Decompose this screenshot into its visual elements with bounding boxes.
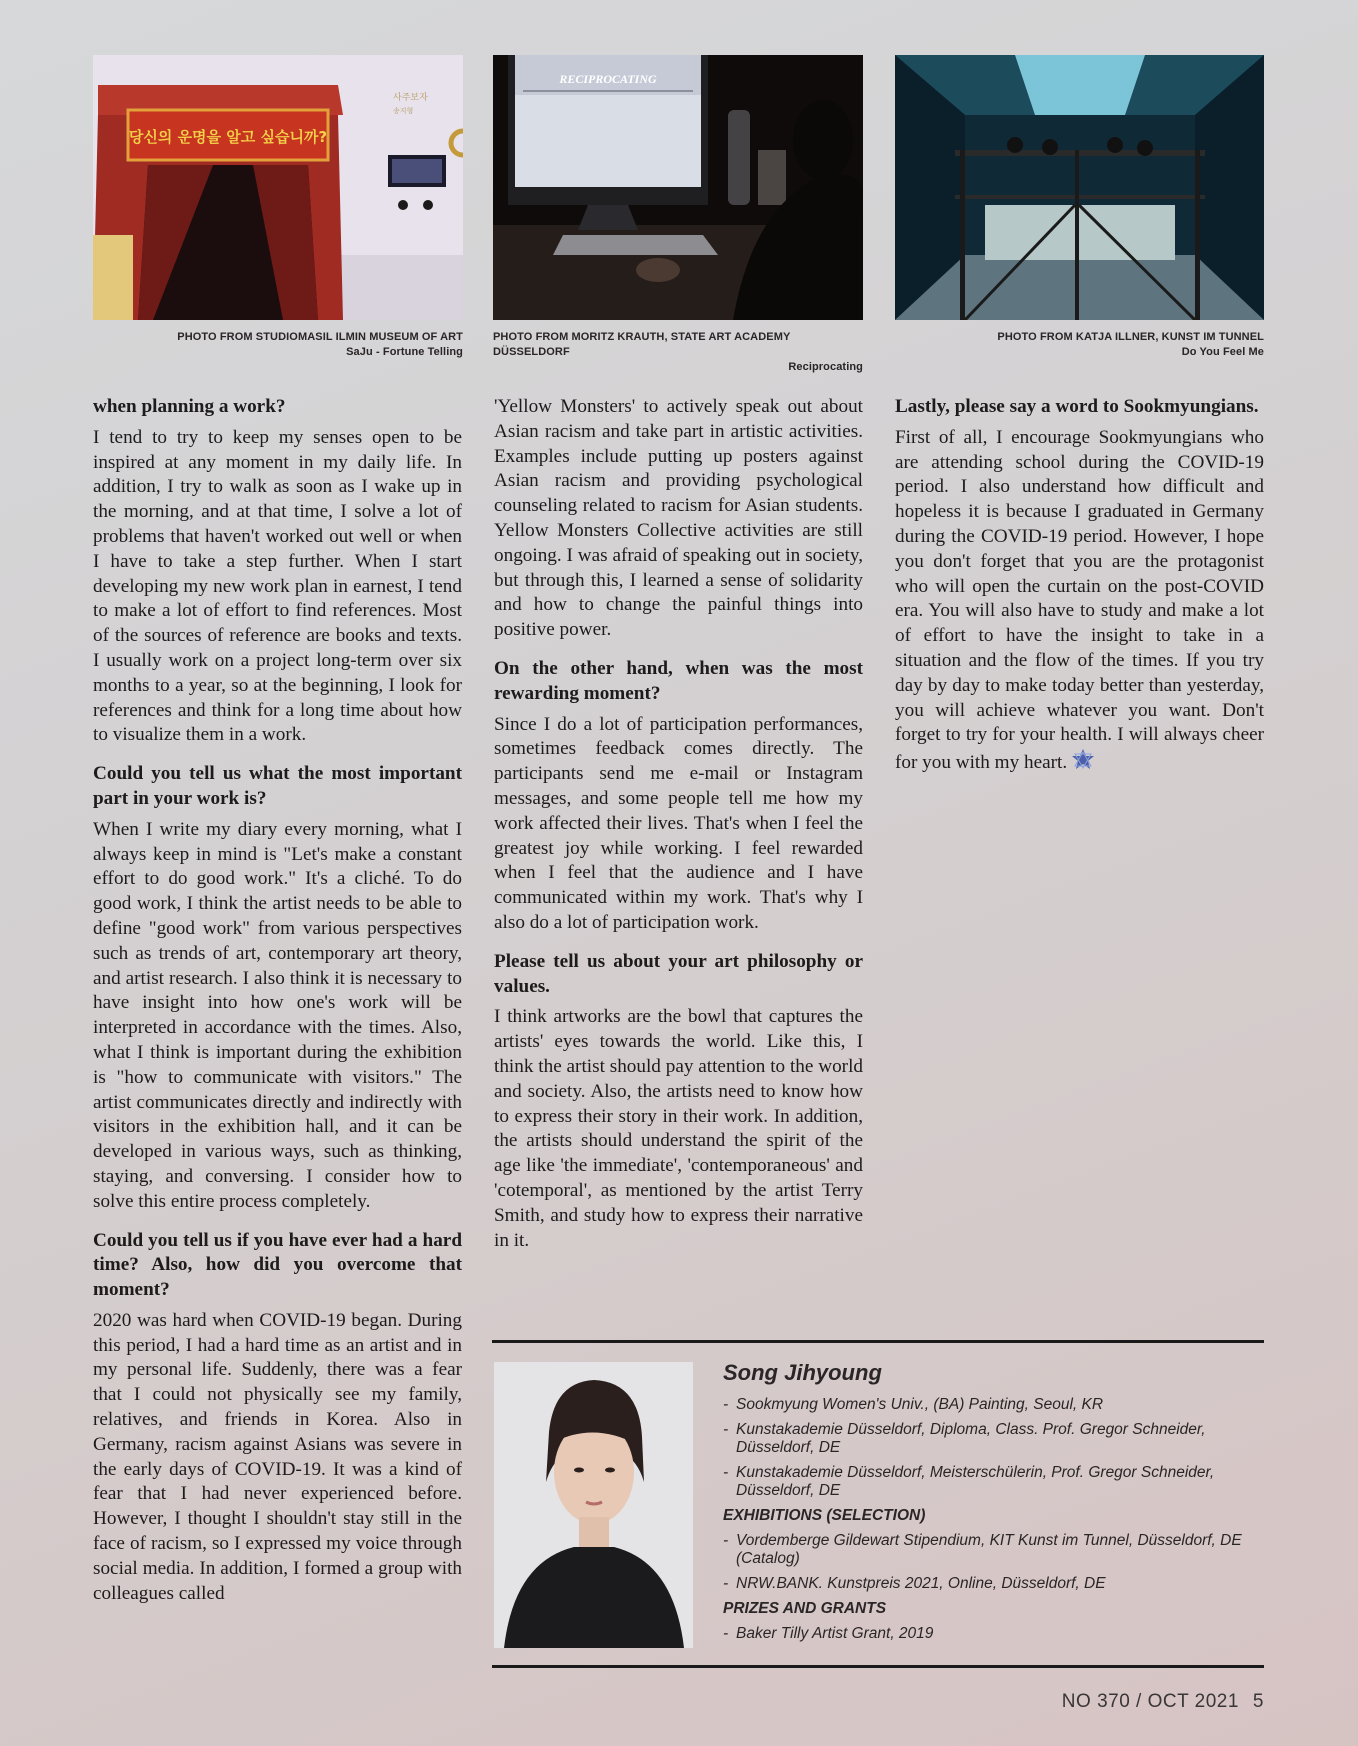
answer-paragraph: 'Yellow Monsters' to actively speak out about Asian racism and take part in artistic activities. Examples include putting up posters against Asian racism and providing psychological counseling related to racism for Asian students. Yellow Monsters Collective activities are still ongoing. I was afraid of speaking out in society, but through this, I learned a sense of solidarity and how to change the painful things into positive power. xyxy=(494,396,863,641)
caption-credit: PHOTO FROM MORITZ KRAUTH, STATE ART ACADEMY DÜSSELDORF xyxy=(493,331,791,358)
wall-title: 사주보자 xyxy=(393,93,428,103)
photo-fortune-telling xyxy=(93,55,463,320)
prizes-list xyxy=(723,1625,1253,1643)
bio-bottom-rule xyxy=(492,1665,1264,1668)
article-column-2 xyxy=(494,395,863,1267)
list-item: - Vordemberge Gildewart Stipendium, KIT Kunst im Tunnel, Düsseldorf, DE (Catalog) xyxy=(723,1532,1253,1568)
answer-paragraph: I think artworks are the bowl that captures the artists' eyes towards the world. Like this, I think the artist should pay attention to the world and society. Also, the artists need to know how to express their story in their work. In addition, the artists should understand the spirit of the age like 'the immediate', 'contemporaneous' and 'cotemporal', as mentioned by the artist Terry Smith, and study how to express their narrative in it. xyxy=(494,1006,863,1251)
answer-paragraph: 2020 was hard when COVID-19 began. During this period, I had a hard time as an artist and in my personal life. Suddenly, there was a fear that I could not physically see my family, relatives, and friends in Korea. Also in Germany, racism against Asians was severe in the early days of COVID-19. It was a kind of fear that I had never experienced before. However, I thought I shouldn't stay still in the face of racism, so I expressed my voice through social media. In addition, I formed a group with colleagues called xyxy=(93,1309,462,1604)
artist-bio xyxy=(723,1360,1253,1650)
artist-portrait xyxy=(494,1362,693,1648)
question-heading: when planning a work? xyxy=(93,396,286,417)
answer-paragraph: I tend to try to keep my senses open to be inspired at any moment in my daily life. In addition, I try to walk as soon as I wake up in the morning, and at that time, I solve a lot of problems that haven't worked out well or when I have to take a step further. When I start developing my new work plan in earnest, I tend to make a lot of effort to find references. Most of the sources of reference are books and texts. I usually work on a project long-term over six months to a year, so at the beginning, I look for references and think for a long time about how to visualize them in a work. xyxy=(93,426,462,746)
list-item: - Kunstakademie Düsseldorf, Meisterschülerin, Prof. Gregor Schneider, Düsseldorf, DE xyxy=(723,1464,1253,1500)
article-column-1 xyxy=(93,395,462,1606)
caption-title: Reciprocating xyxy=(788,361,863,373)
caption-credit: PHOTO FROM STUDIOMASIL ILMIN MUSEUM OF ART xyxy=(177,331,463,343)
exhibitions-list xyxy=(723,1532,1253,1593)
answer-paragraph: When I write my diary every morning, what I always keep in mind is "Let's make a constant effort to do good work." It's a cliché. To do good work, I think the artist needs to be able to define "good work" from various perspectives such as trends of art, contemporary art theory, and artist research. I also think it is necessary to have insight into how one's work will be interpreted in accordance with the times. Also, what I think is important during the exhibition is "how to communicate with visitors." The artist communicates directly and indirectly with visitors in the exhibition hall, and it can be developed in various ways, such as thinking, staying, and conversing. I consider how to solve this entire process completely. xyxy=(93,818,462,1212)
monitor-screen-text: RECIPROCATING xyxy=(559,72,657,86)
caption-credit: PHOTO FROM KATJA ILLNER, KUNST IM TUNNEL xyxy=(997,331,1264,343)
sookmyung-emblem-icon xyxy=(1071,748,1095,780)
bio-top-rule xyxy=(492,1340,1264,1343)
question-heading: Lastly, please say a word to Sookmyungians. xyxy=(895,396,1259,417)
photo-do-you-feel-me xyxy=(895,55,1264,320)
question-heading: Could you tell us what the most important part in your work is? xyxy=(93,763,462,809)
tent-banner-text: 당신의 운명을 알고 싶습니까? xyxy=(128,128,328,146)
question-heading: On the other hand, when was the most rewarding moment? xyxy=(494,657,863,704)
question-heading: Could you tell us if you have ever had a hard time? Also, how did you overcome that moment? xyxy=(93,1229,462,1301)
photo-reciprocating xyxy=(493,55,863,320)
list-item: - Baker Tilly Artist Grant, 2019 xyxy=(723,1625,1253,1643)
caption-photo-3 xyxy=(895,330,1264,360)
exhibitions-heading: EXHIBITIONS (SELECTION) xyxy=(723,1507,926,1524)
list-item: - Sookmyung Women's Univ., (BA) Painting, Seoul, KR xyxy=(723,1396,1253,1414)
page-footer xyxy=(1062,1691,1264,1713)
issue-label: NO 370 / OCT 2021 xyxy=(1061,1691,1239,1712)
list-item: - Kunstakademie Düsseldorf, Diploma, Class. Prof. Gregor Schneider, Düsseldorf, DE xyxy=(723,1421,1253,1457)
answer-paragraph xyxy=(895,426,1264,780)
page-number: 5 xyxy=(1252,1691,1264,1712)
caption-photo-2 xyxy=(493,330,863,375)
answer-paragraph: Since I do a lot of participation performances, sometimes feedback comes directly. The participants send me e-mail or Instagram messages, and some people tell me how my work affected their lives. That's when I feel the greatest joy while working. I feel rewarded when I feel that the audience and I have communicated within my work. That's why I also do a lot of participation work. xyxy=(494,713,863,933)
caption-title: Do You Feel Me xyxy=(1181,346,1264,358)
education-list xyxy=(723,1396,1253,1500)
closing-paragraph-text: First of all, I encourage Sookmyungians who are attending school during the COVID-19 period. I also understand how difficult and hopeless it is because I graduated in Germany during the COVID-19 period. However, I hope you don't forget that you are the protagonist who will open the curtain on the post-COVID era. You will also have to study and make a lot of effort to have the insight to take in a situation and the flow of the times. If you try day by day to make today better than yesterday, you will achieve whatever you want. Don't forget to try for your health. I will always cheer for you with my heart. xyxy=(895,426,1264,774)
prizes-heading: PRIZES AND GRANTS xyxy=(723,1600,887,1617)
caption-title: SaJu - Fortune Telling xyxy=(346,346,463,358)
caption-photo-1 xyxy=(93,330,463,360)
question-heading: Please tell us about your art philosophy or values. xyxy=(494,950,863,997)
list-item: - NRW.BANK. Kunstpreis 2021, Online, Düsseldorf, DE xyxy=(723,1575,1253,1593)
artist-name: Song Jihyoung xyxy=(723,1360,882,1385)
wall-subtitle: 송지형 xyxy=(393,107,414,115)
article-column-3 xyxy=(895,395,1264,794)
